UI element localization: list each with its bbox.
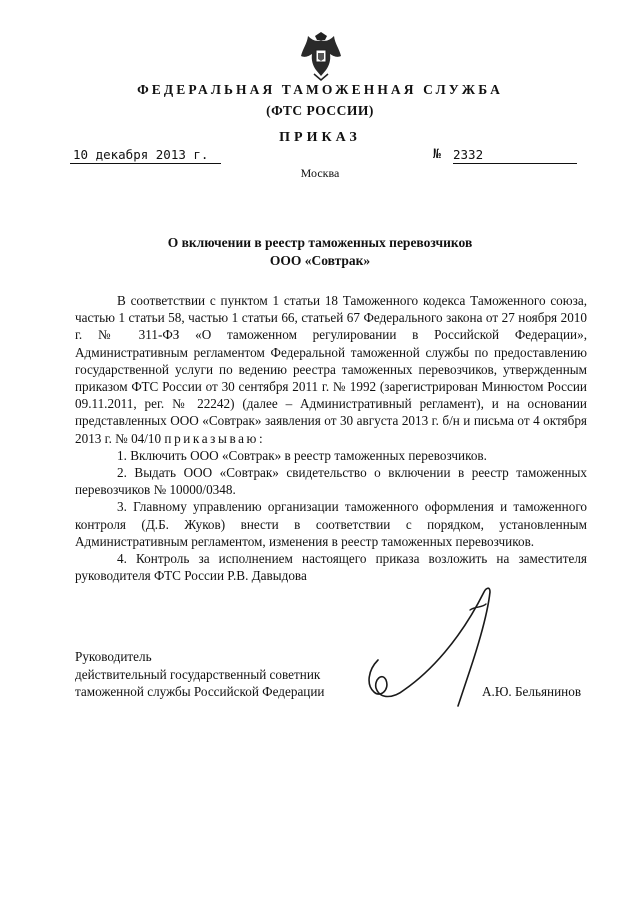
signer-name: А.Ю. Бельянинов <box>482 684 582 699</box>
subject-line-2: ООО «Совтрак» <box>269 253 371 268</box>
agency-short-name: (ФТС РОССИИ) <box>266 103 374 118</box>
preamble-paragraph <box>75 292 587 447</box>
order-item-3: 3. Главному управлению организации таможенного оформления и таможенного контроля (Д.Б. Жуков) внести в соответствии с порядком, установленным Административным регламентом, изменения в реестр таможенных перевозчиков. <box>75 499 587 549</box>
order-item-4: 4. Контроль за исполнением настоящего приказа возложить на заместителя руководителя ФТС России Р.В. Давыдова <box>75 551 587 584</box>
order-item-2: 2. Выдать ООО «Совтрак» свидетельство о включении в реестр таможенных перевозчиков № 10000/0348. <box>75 465 587 498</box>
order-subject <box>0 234 640 270</box>
order-date: 10 декабря 2013 г. <box>70 147 221 164</box>
document-type: ПРИКАЗ <box>279 130 361 145</box>
signer-title-line-1: Руководитель <box>75 649 152 664</box>
order-number: 2332 <box>453 147 577 164</box>
order-item-1: 1. Включить ООО «Совтрак» в реестр таможенных перевозчиков. <box>117 447 487 463</box>
order-word: приказываю: <box>164 430 266 446</box>
subject-line-1: О включении в реестр таможенных перевозчиков <box>167 235 473 250</box>
signer-title-line-3: таможенной службы Российской Федерации <box>75 684 325 699</box>
russian-coat-of-arms-icon <box>298 30 344 82</box>
agency-name: ФЕДЕРАЛЬНАЯ ТАМОЖЕННАЯ СЛУЖБА <box>137 82 503 97</box>
number-sign: № <box>433 147 441 162</box>
signer-title <box>75 648 375 701</box>
signer-title-line-2: действительный государственный советник <box>75 666 321 682</box>
order-body <box>75 292 587 584</box>
city: Москва <box>300 166 340 180</box>
preamble-text: В соответствии с пунктом 1 статьи 18 Таможенного кодекса Таможенного союза, частью 1 статьи 58, частью 1 статьи 66, статьей 67 Федерального закона от 27 ноября 2010 г. № 311-ФЗ «О таможенном регулировании в Российской Федерации», Административным регламентом Федеральной таможенной службы по предоставлению государственной услуги по ведению реестра таможенных перевозчиков, утвержденным приказом ФТС России от 30 сентября 2011 г. № 1992 (зарегистрирован Минюстом России 09.11.2011, рег. № 22242) (далее – Административный регламент), и на основании представленных ООО «Совтрак» заявления от 30 августа 2013 г. б/н и письма от 4 октября 2013 г. № 04/10 <box>75 293 587 446</box>
